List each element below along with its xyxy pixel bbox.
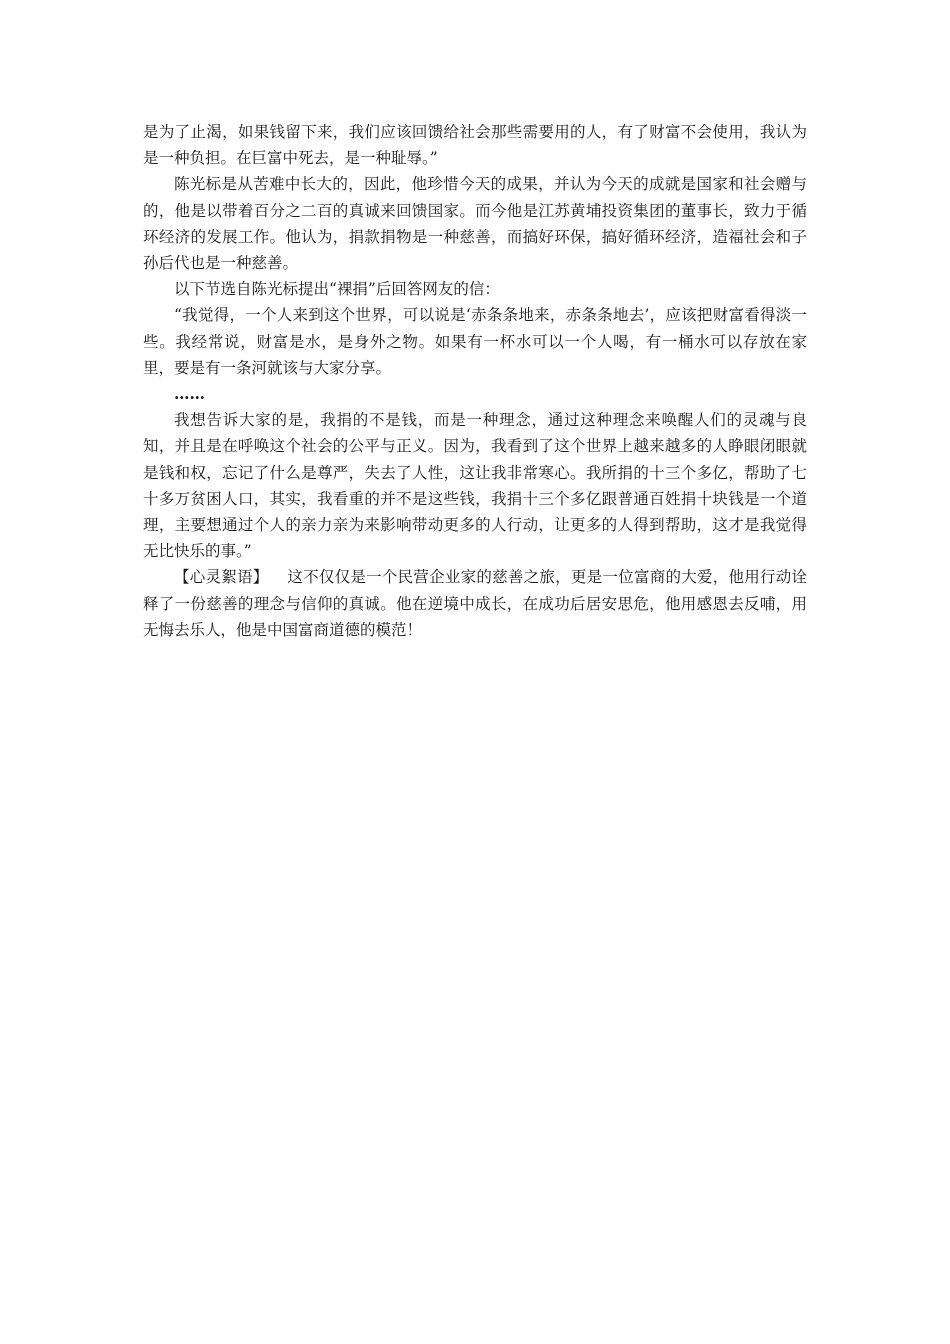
paragraph-quote-end: 是为了止渴，如果钱留下来，我们应该回馈给社会那些需要用的人，有了财富不会使用，我认为是一种负担。在巨富中死去，是一种耻辱。”	[143, 123, 807, 168]
paragraph-letter-part2: 我想告诉大家的是，我捐的不是钱，而是一种理念，通过这种理念来唤醒人们的灵魂与良知，并且是在呼唤这个社会的公平与正义。因为，我看到了这个世界上越来越多的人睁眼闭眼就是钱和权，忘记了什么是尊严，失去了人性，这让我非常寒心。我所捐的十三个多亿，帮助了七十多万贫困人口，其实，我看重的并不是这些钱，我捐十三个多亿跟普通百姓捐十块钱是一个道理，主要想通过个人的亲力亲为来影响带动更多的人行动，让更多的人得到帮助，这才是我觉得无比快乐的事。”	[143, 411, 807, 561]
paragraph-reflection	[143, 564, 807, 643]
ellipsis-marker: ……	[174, 384, 205, 404]
document-body	[143, 119, 807, 643]
paragraph-background: 陈光标是从苦难中长大的，因此，他珍惜今天的成果，并认为今天的成就是国家和社会赠与的，他是以带着百分之二百的真诚来回馈国家。而今他是江苏黄埔投资集团的董事长，致力于循环经济的发展工作。他认为，捐款捐物是一种慈善，而搞好环保，搞好循环经济，造福社会和子孙后代也是一种慈善。	[143, 175, 807, 273]
paragraph-letter-intro: 以下节选自陈光标提出“裸捐”后回答网友的信：	[174, 280, 500, 299]
reflection-body: 这不仅仅是一个民营企业家的慈善之旅，更是一位富商的大爱，他用行动诠释了一份慈善的理念与信仰的真诚。他在逆境中成长，在成功后居安思危，他用感恩去反哺，用无悔去乐人，他是中国富商道德的模范！	[143, 568, 807, 639]
reflection-tag: 【心灵絮语】	[174, 568, 269, 587]
paragraph-letter-part1: “我觉得，一个人来到这个世界，可以说是‘赤条条地来，赤条条地去’，应该把财富看得淡一些。我经常说，财富是水，是身外之物。如果有一杯水可以一个人喝，有一桶水可以存放在家里，要是有一条河就该与大家分享。	[143, 306, 807, 377]
